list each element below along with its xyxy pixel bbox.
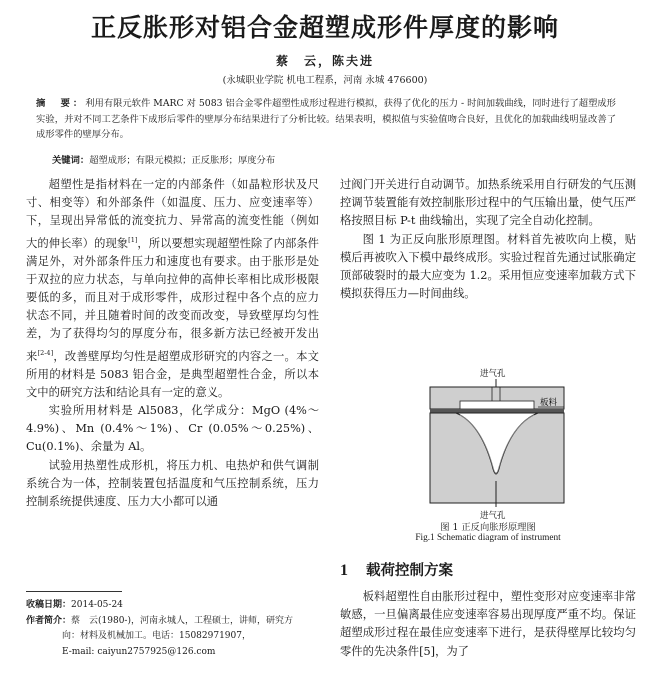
figure-caption-cn: 图 1 正反向胀形原理图 [440,522,536,533]
author-email: E-mail: caiyun2757925@126.com [62,646,216,657]
footnote-rule [26,591,122,592]
received-date: 2014-05-24 [71,600,123,610]
right-column-top [340,176,636,303]
figure-label-top: 进气孔 [480,369,506,379]
paper-title: 正反胀形对铝合金超塑成形件厚度的影响 [90,13,559,42]
paragraph-equipment: 试验用热塑性成形机，将压力机、电热炉和供气调制系统合为一体，控制装置包括温度和气压控制系统，压力控制系统提供速度、压力大小都可以通 [26,458,319,508]
received-label: 收稿日期： [26,600,72,610]
abstract-label: 摘 要： [36,98,86,109]
author-bio-line2: 向：材料及机械加工。电话：15082971907， [62,631,251,641]
abstract [36,96,616,143]
paragraph-principle: 图 1 为正反向胀形原理图。材料首先被吹向上模，贴模后再被吹入下模中最终成形。实验过程首先通过试胀确定顶部破裂时的最大应变为 1.2。采用恒应变速率加载方式下模拟获得压力—时间曲线。 [340,232,636,301]
footnote [26,598,319,660]
forming-principle-figure [420,365,580,525]
author-bio-line1: 蔡 云(1980-)，河南永城人，工程硕士，讲师，研究方 [71,615,293,626]
right-column-bottom [340,588,636,661]
paragraph-load-control: 板料超塑性自由胀形过程中，塑性变形对应变速率非常敏感，一旦偏离最佳应变速率容易出现厚度严重不均。保证超塑成形过程在最佳应变速率下进行，是获得壁厚比较均匀零件的先决条件[5]，为了 [340,590,636,658]
keywords-text: 超塑成形；有限元模拟；正反胀形；厚度分布 [89,155,276,166]
paragraph-control: 过阀门开关进行自动调节。加热系统采用自行研发的气压测控调节装置能有效控制胀形过程中的气压输出量，使气压严格按照目标 P-t 曲线输出，实现了完全自动化控制。 [340,178,636,228]
section-heading [340,559,453,580]
figure-caption-en: Fig.1 Schematic diagram of instrument [415,533,561,543]
section-title: 载荷控制方案 [366,563,453,579]
figure-label-right: 板料 [540,398,558,408]
paragraph-material: 实验所用材料是 Al5083，化学成分：MgO (4%～4.9%)、Mn (0.4%～1%)、Cr (0.05%～0.25%)、Cu(0.1%)、余量为 Al。 [26,403,319,454]
authors: 蔡 云，陈夫进 [275,54,374,68]
figure-upper-cavity [460,401,534,409]
paragraph-intro: 超塑性是指材料在一定的内部条件（如晶粒形状及尺寸、相变等）和外部条件（如温度、压力、应变速率等）下，呈现出异常低的流变抗力、异常高的流变性能（例如大的伸长率）的现象[1]，所以要想实现超塑性除了内部条件满足外，对外部条件压力和速度也有要求。由于胀形是处于双拉的应力状态，与单向拉伸的高伸长率相比成形极限要低的多，而且对于成形零件，成形过程中各个点的应力状态不同，并且随着时间的改变而改变，导致壁厚均匀性差，为了获得均匀的厚度分布，很多新方法已经被开发出来[2-4]，改善壁厚均匀性是超塑成形研究的内容之一。本文所用的材料是 5083 铝合金，是典型超塑性合金，所以本文中的研究方法和结论具有一定的意义。 [26,178,319,399]
affiliation: (永城职业学院 机电工程系，河南 永城 476600) [222,75,428,86]
keywords [52,152,612,166]
section-number: 1 [340,562,348,579]
author-bio-label: 作者简介： [26,615,72,626]
abstract-text: 利用有限元软件 MARC 对 5083 铝合金零件超塑性成形过程进行模拟，获得了优化的压力 - 时间加载曲线，同时进行了超塑成形实验，并对不同工艺条件下成形后零件的壁厚分布结果进行了分析比较。结果表明，模拟值与实验值吻合良好，且优化的加载曲线明显改善了成形零件的壁厚分布。 [36,98,616,140]
figure-sheet [430,409,564,413]
left-column [26,176,319,511]
figure-label-bottom: 进气孔 [480,511,506,521]
keywords-label: 关键词： [52,155,90,166]
